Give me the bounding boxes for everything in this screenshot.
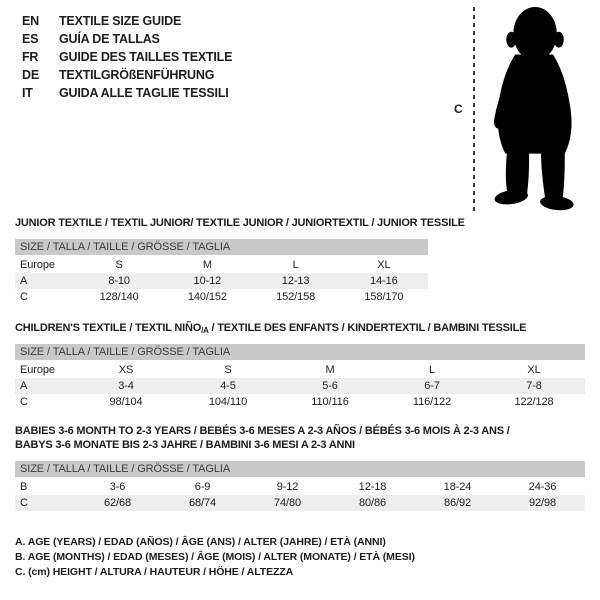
cell-value: 10-12 bbox=[193, 275, 222, 287]
column-header: XS bbox=[118, 364, 134, 376]
language-row-de bbox=[22, 66, 232, 84]
babies-size-table bbox=[15, 461, 585, 511]
column-header: Europe bbox=[20, 364, 55, 376]
babies-title-line1: BABIES 3-6 MONTH TO 2-3 YEARS / BEBÉS 3-6 MESES A 2-3 AÑOS / BÉBÉS 3-6 MOIS À 2-3 ANS / bbox=[15, 425, 510, 437]
babies-section-title bbox=[15, 424, 575, 452]
language-code: EN bbox=[22, 14, 39, 28]
cell-value: 104/110 bbox=[208, 396, 248, 408]
babies-title-line2: BABYS 3-6 MONATE BIS 2-3 JAHRE / BAMBINI 3-6 MESI A 2-3 ANNI bbox=[15, 439, 355, 451]
cell-value: 14-16 bbox=[370, 275, 398, 287]
column-header: S bbox=[224, 364, 232, 376]
language-title: TEXTILGRÖßENFÜHRUNG bbox=[59, 68, 215, 82]
size-header-bar: SIZE / TALLA / TAILLE / GRÖSSE / TAGLIA bbox=[15, 461, 585, 477]
cell-value: 86/92 bbox=[443, 497, 472, 509]
language-title: GUIDA ALLE TAGLIE TESSILI bbox=[59, 86, 229, 100]
cell-value: 4-5 bbox=[220, 380, 236, 392]
table-row-columns bbox=[15, 362, 585, 378]
cell-value: 140/152 bbox=[187, 291, 227, 303]
cell-value: 128/140 bbox=[99, 291, 139, 303]
size-header-bar: SIZE / TALLA / TAILLE / GRÖSSE / TAGLIA bbox=[15, 344, 585, 360]
language-list bbox=[22, 12, 232, 102]
table-row-age bbox=[15, 378, 585, 394]
cell-value: 6-9 bbox=[194, 481, 211, 493]
cell-value: 62/68 bbox=[103, 497, 132, 509]
language-title: TEXTILE SIZE GUIDE bbox=[59, 14, 182, 28]
children-title-sub: /A bbox=[201, 326, 209, 335]
cell-value: 6-7 bbox=[424, 380, 440, 392]
note-age-months: B. AGE (MONTHS) / EDAD (MESES) / ÂGE (MOIS) / ALTER (MONATE) / ETÀ (MESI) bbox=[15, 551, 415, 563]
column-header: XL bbox=[377, 259, 391, 271]
row-label: A bbox=[20, 380, 28, 392]
column-header: L bbox=[428, 364, 436, 376]
cell-value: 158/170 bbox=[364, 291, 404, 303]
baby-height-figure bbox=[446, 2, 598, 216]
language-code: IT bbox=[22, 86, 33, 100]
row-label: C bbox=[20, 396, 28, 408]
children-size-table bbox=[15, 344, 585, 410]
cell-value: 80/86 bbox=[358, 497, 387, 509]
language-code: ES bbox=[22, 32, 39, 46]
row-label: C bbox=[20, 291, 28, 303]
language-row-en bbox=[22, 12, 232, 30]
column-header: M bbox=[202, 259, 212, 271]
children-title-pre: CHILDREN'S TEXTILE / TEXTIL NIÑO bbox=[15, 322, 202, 334]
row-label: A bbox=[20, 275, 28, 287]
cell-value: 152/158 bbox=[276, 291, 316, 303]
children-title-post: / TEXTILE DES ENFANTS / KINDERTEXTIL / BAMBINI TESSILE bbox=[208, 322, 527, 334]
legend-notes bbox=[15, 535, 415, 580]
cell-value: 18-24 bbox=[443, 481, 472, 493]
junior-size-table bbox=[15, 239, 428, 305]
cell-value: 12-18 bbox=[358, 481, 387, 493]
language-code: FR bbox=[22, 50, 39, 64]
table-row-height bbox=[15, 495, 585, 511]
language-title: GUIDE DES TAILLES TEXTILE bbox=[59, 50, 233, 64]
cell-value: 98/104 bbox=[109, 396, 143, 408]
cell-value: 9-12 bbox=[276, 481, 299, 493]
cell-value: 12-13 bbox=[281, 275, 310, 287]
column-header: L bbox=[292, 259, 299, 271]
language-code: DE bbox=[22, 68, 39, 82]
language-row-it bbox=[22, 84, 232, 102]
table-row-height bbox=[15, 289, 428, 305]
children-section-title bbox=[15, 321, 526, 338]
table-row-columns bbox=[15, 257, 428, 273]
row-label: B bbox=[20, 481, 28, 493]
junior-section-title: JUNIOR TEXTILE / TEXTIL JUNIOR/ TEXTILE JUNIOR / JUNIORTEXTIL / JUNIOR TESSILE bbox=[15, 217, 465, 229]
column-header: Europe bbox=[20, 259, 55, 271]
column-header: XL bbox=[527, 364, 541, 376]
cell-value: 3-6 bbox=[109, 481, 126, 493]
height-measure-label: C bbox=[454, 102, 463, 116]
table-row-age-months bbox=[15, 479, 585, 495]
height-measure-line bbox=[473, 7, 475, 212]
note-height-cm: C. (cm) HEIGHT / ALTURA / HAUTEUR / HÖHE / ALTEZZA bbox=[15, 566, 294, 578]
column-header: S bbox=[115, 259, 123, 271]
table-row-height bbox=[15, 394, 585, 410]
language-row-es bbox=[22, 30, 232, 48]
cell-value: 92/98 bbox=[528, 497, 557, 509]
cell-value: 110/116 bbox=[311, 396, 349, 408]
cell-value: 24-36 bbox=[528, 481, 557, 493]
note-age-years: A. AGE (YEARS) / EDAD (AÑOS) / ÂGE (ANS) / ALTER (JAHRE) / ETÀ (ANNI) bbox=[15, 536, 386, 548]
cell-value: 122/128 bbox=[514, 396, 554, 408]
language-title: GUÍA DE TALLAS bbox=[59, 32, 160, 46]
cell-value: 116/122 bbox=[412, 396, 452, 408]
cell-value: 68/74 bbox=[188, 497, 217, 509]
cell-value: 3-4 bbox=[118, 380, 134, 392]
language-row-fr bbox=[22, 48, 232, 66]
cell-value: 8-10 bbox=[108, 275, 130, 287]
table-row-age bbox=[15, 273, 428, 289]
size-header-bar: SIZE / TALLA / TAILLE / GRÖSSE / TAGLIA bbox=[15, 239, 428, 255]
cell-value: 5-6 bbox=[322, 380, 338, 392]
cell-value: 7-8 bbox=[526, 380, 542, 392]
cell-value: 74/80 bbox=[273, 497, 302, 509]
column-header: M bbox=[325, 364, 335, 376]
toddler-silhouette-icon bbox=[483, 3, 598, 216]
row-label: C bbox=[20, 497, 28, 509]
